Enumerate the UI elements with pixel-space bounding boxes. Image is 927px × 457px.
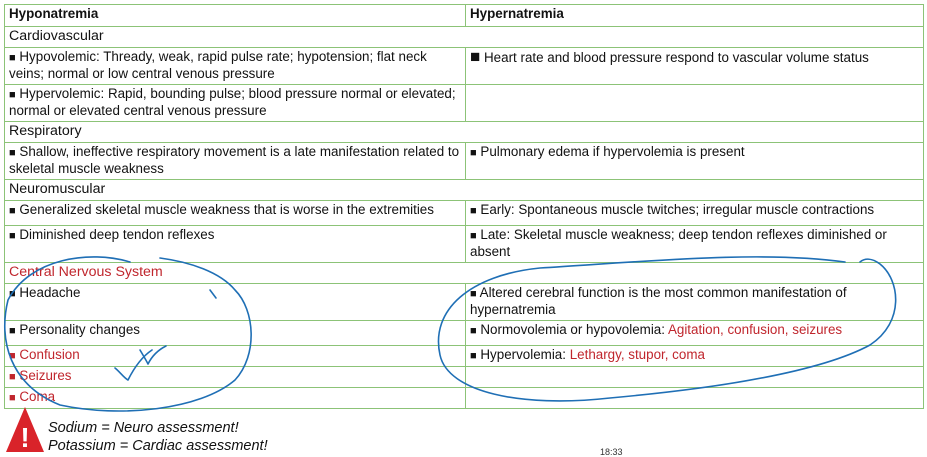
section-row <box>5 27 924 48</box>
bullet-icon: ■ <box>9 325 16 337</box>
cell-left <box>5 284 466 321</box>
bullet-icon: ■ <box>9 230 16 242</box>
cell-left <box>5 321 466 346</box>
warning-icon <box>4 404 46 454</box>
cell-text: Late: Skeletal muscle weakness; deep tendon reflexes diminished or absent <box>470 227 887 259</box>
cell-left <box>5 85 466 122</box>
bullet-icon: ■ <box>470 47 481 66</box>
table-row <box>5 85 924 122</box>
cell-text: Normovolemia or hypovolemia: <box>480 322 668 337</box>
table-row <box>5 367 924 388</box>
cell-left <box>5 201 466 226</box>
bullet-icon: ■ <box>9 147 16 159</box>
table-row <box>5 201 924 226</box>
cell-text: Heart rate and blood pressure respond to vascular volume status <box>484 50 869 65</box>
section-title-respiratory: Respiratory <box>5 122 924 143</box>
bullet-icon: ■ <box>9 205 16 217</box>
section-row <box>5 180 924 201</box>
bullet-icon: ■ <box>470 288 477 300</box>
footer-note <box>0 404 927 457</box>
bullet-icon: ■ <box>470 230 477 242</box>
table-row <box>5 48 924 85</box>
cell-left <box>5 346 466 367</box>
table-row <box>5 346 924 367</box>
cell-text: Headache <box>19 285 81 300</box>
timestamp: 18:33 <box>600 447 623 457</box>
cell-text: Confusion <box>19 347 80 362</box>
section-title-neuromuscular: Neuromuscular <box>5 180 924 201</box>
cell-text: Hypovolemic: Thready, weak, rapid pulse rate; hypotension; flat neck veins; normal or low central venous pressure <box>9 49 427 81</box>
bullet-icon: ■ <box>9 288 16 300</box>
bullet-icon: ■ <box>470 147 477 159</box>
cell-left <box>5 143 466 180</box>
section-title-cns: Central Nervous System <box>5 263 924 284</box>
cell-right <box>466 321 924 346</box>
bullet-icon: ■ <box>470 325 477 337</box>
header-hypernatremia: Hypernatremia <box>466 5 924 27</box>
table-row <box>5 321 924 346</box>
cell-right <box>466 346 924 367</box>
section-title-cardiovascular: Cardiovascular <box>5 27 924 48</box>
table-row <box>5 284 924 321</box>
cell-text: Diminished deep tendon reflexes <box>19 227 215 242</box>
header-hyponatremia: Hyponatremia <box>5 5 466 27</box>
cell-text: Hypervolemic: Rapid, bounding pulse; blood pressure normal or elevated; normal or elevated central venous pressure <box>9 86 456 118</box>
bullet-icon: ■ <box>9 89 16 101</box>
cell-text: Personality changes <box>19 322 140 337</box>
cell-text: Pulmonary edema if hypervolemia is present <box>480 144 745 159</box>
cell-right <box>466 226 924 263</box>
bullet-icon: ■ <box>9 350 16 362</box>
bullet-icon: ■ <box>470 350 477 362</box>
cell-text: Early: Spontaneous muscle twitches; irregular muscle contractions <box>480 202 875 217</box>
table-header-row <box>5 5 924 27</box>
cell-text-highlight: Agitation, confusion, seizures <box>667 322 843 337</box>
warning-glyph: ! <box>20 422 30 453</box>
cell-right <box>466 284 924 321</box>
cell-right-empty <box>466 367 924 388</box>
cell-text: Shallow, ineffective respiratory movement is a late manifestation related to skeletal muscle weakness <box>9 144 460 176</box>
cell-right <box>466 143 924 180</box>
bullet-icon: ■ <box>9 392 16 404</box>
section-row <box>5 263 924 284</box>
note-potassium: Potassium = Cardiac assessment! <box>48 438 268 454</box>
table-row <box>5 143 924 180</box>
cell-text: Altered cerebral function is the most common manifestation of hypernatremia <box>470 285 847 317</box>
cell-text: Coma <box>19 389 56 404</box>
cell-left <box>5 367 466 388</box>
bullet-icon: ■ <box>9 371 16 383</box>
cell-text: Seizures <box>19 368 72 383</box>
cell-text: Generalized skeletal muscle weakness that is worse in the extremities <box>19 202 434 217</box>
cell-right <box>466 201 924 226</box>
bullet-icon: ■ <box>470 205 477 217</box>
cell-left <box>5 48 466 85</box>
cell-right <box>466 48 924 85</box>
note-sodium: Sodium = Neuro assessment! <box>48 420 239 436</box>
section-row <box>5 122 924 143</box>
cell-right-empty <box>466 85 924 122</box>
cell-left <box>5 226 466 263</box>
cell-text: Hypervolemia: <box>480 347 570 362</box>
comparison-table <box>4 4 924 409</box>
bullet-icon: ■ <box>9 52 16 64</box>
cell-text-highlight: Lethargy, stupor, coma <box>569 347 705 362</box>
table-row <box>5 226 924 263</box>
